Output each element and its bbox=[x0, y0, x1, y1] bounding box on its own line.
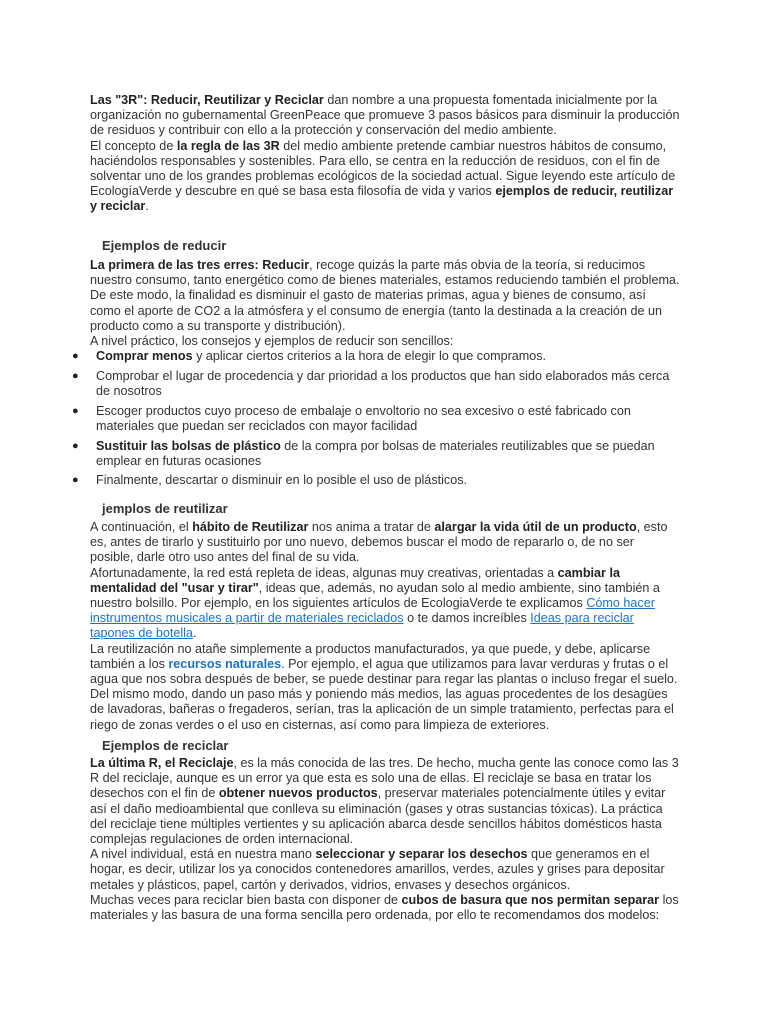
bullet-icon: ● bbox=[72, 350, 79, 362]
reutilizar-paragraph-2: Afortunadamente, la red está repleta de ideas, algunas muy creativas, orientadas a cambiar la mentalidad del "usar y tirar", ideas que, además, no ayudan solo al medio ambiente, sino también a nuestro bolsillo. Por ejemplo, en los siguientes artículos de EcologiaVerde te explicamos Cómo hacer instrumentos musicales a partir de materiales reciclados o te damos increíbles Ideas para reciclar tapones de botella. bbox=[90, 565, 660, 641]
list-item: ● Comprobar el lugar de procedencia y dar prioridad a los productos que han sido elaborados más cerca de nosotros bbox=[72, 368, 670, 398]
reducir-paragraph-2: A nivel práctico, los consejos y ejemplos de reducir son sencillos: bbox=[90, 334, 454, 349]
intro-section bbox=[90, 93, 680, 215]
list-item: ● Escoger productos cuyo proceso de embalaje o envoltorio no sea excesivo o esté fabricado con materiales que puedan ser reciclados con mayor facilidad bbox=[72, 403, 631, 433]
reutilizar-paragraph-3: La reutilización no atañe simplemente a productos manufacturados, ya que puede, y debe, aplicarse también a los recursos naturales. Por ejemplo, el agua que utilizamos para lavar verduras y frutas o el agua que nos sobra después de beber, se puede destinar para regar las plantas o incluso fregar el suelo. Del mismo modo, dando un paso más y poniendo más medios, las aguas procedentes de los desagües de lavadoras, bañeras o fregaderos, serían, tras la aplicación de un simple tratamiento, perfectas para el riego de zonas verdes o el uso en cisternas, así como para limpieza de exteriores. bbox=[90, 641, 678, 732]
heading-reciclar: Ejemplos de reciclar bbox=[102, 738, 229, 753]
reciclar-paragraph-2: A nivel individual, está en nuestra mano seleccionar y separar los desechos que generamos en el hogar, es decir, utilizar los ya conocidos contenedores amarillos, verdes, azules y grises para depositar metales y plásticos, papel, cartón y derivados, vidrios, envases y desechos orgánicos. bbox=[90, 847, 665, 892]
list-item: ● Finalmente, descartar o disminuir en lo posible el uso de plásticos. bbox=[72, 473, 468, 488]
reducir-paragraph-1: La primera de las tres erres: Reducir, recoge quizás la parte más obvia de la teoría, si reducimos nuestro consumo, tanto energético como de bienes materiales, estamos reduciendo también el problema. De este modo, la finalidad es disminuir el gasto de materias primas, agua y bienes de consumo, así como el aporte de CO2 a la atmósfera y el consumo de energía (tanto la destinada a la creación de un producto como a su transporte y distribución). bbox=[90, 258, 680, 333]
intro-paragraph-2: El concepto de la regla de las 3R del medio ambiente pretende cambiar nuestros hábitos de consumo, haciéndolos responsables y sostenibles. Para ello, se centra en la reducción de residuos, con el fin de solventar uno de los grandes problemas ecológicos de la sociedad actual. Sigue leyendo este artículo de EcologíaVerde y descubre en qué se basa esta filosofía de vida y varios ejemplos de reducir, reutilizar y reciclar. bbox=[90, 138, 676, 214]
link-recursos-naturales[interactable]: recursos naturales bbox=[168, 656, 282, 671]
intro-paragraph-1: Las "3R": Reducir, Reutilizar y Reciclar dan nombre a una propuesta fomentada inicialmente por la organización no gubernamental GreenPeace que promueve 3 pasos básicos para disminuir la producción de residuos y contribuir con ello a la protección y conservación del medio ambiente. bbox=[90, 93, 680, 138]
heading-reutilizar: jemplos de reutilizar bbox=[102, 501, 228, 516]
reciclar-paragraph-1: La última R, el Reciclaje, es la más conocida de las tres. De hecho, mucha gente las conoce como las 3 R del reciclaje, aunque es un error ya que esta es solo una de ellas. El reciclaje se basa en tratar los desechos con el fin de obtener nuevos productos, preservar materiales potencialmente útiles y evitar así el daño medioambiental que conlleva su eliminación (gases y otras sustancias tóxicas). La práctica del reciclaje tiene múltiples vertientes y su aplicación abarca desde sencillos hábitos domésticos hasta complejas regulaciones de orden internacional. bbox=[90, 756, 679, 847]
reciclar-section bbox=[90, 756, 680, 923]
list-item: ● Sustituir las bolsas de plástico de la compra por bolsas de materiales reutilizables que se puedan emplear en futuras ocasiones bbox=[72, 438, 655, 468]
link-instrumentos-musicales[interactable]: Cómo hacer instrumentos musicales a partir de materiales reciclados bbox=[90, 596, 655, 626]
bullet-icon: ● bbox=[72, 439, 79, 452]
link-reciclar-tapones[interactable]: Ideas para reciclar tapones de botella bbox=[90, 611, 634, 641]
reciclar-paragraph-3: Muchas veces para reciclar bien basta con disponer de cubos de basura que nos permitan separar los materiales y las basura de una forma sencilla pero ordenada, por ello te recomendamos dos modelos: bbox=[90, 892, 679, 923]
heading-reducir: Ejemplos de reducir bbox=[102, 238, 227, 253]
reutilizar-section bbox=[90, 520, 680, 733]
bullet-icon: ● bbox=[72, 474, 79, 487]
bullet-icon: ● bbox=[72, 404, 79, 417]
list-item: ● Comprar menos y aplicar ciertos criterios a la hora de elegir lo que compramos. bbox=[72, 349, 547, 363]
bullet-icon: ● bbox=[72, 369, 79, 382]
reducir-bullet-list bbox=[0, 349, 700, 493]
reutilizar-paragraph-1: A continuación, el hábito de Reutilizar nos anima a tratar de alargar la vida útil de un producto, esto es, antes de tirarlo y sustituirlo por uno nuevo, debemos buscar el modo de repararlo o, de no ser posible, darle otro uso antes del final de su vida. bbox=[90, 520, 668, 565]
reducir-section bbox=[90, 258, 680, 349]
